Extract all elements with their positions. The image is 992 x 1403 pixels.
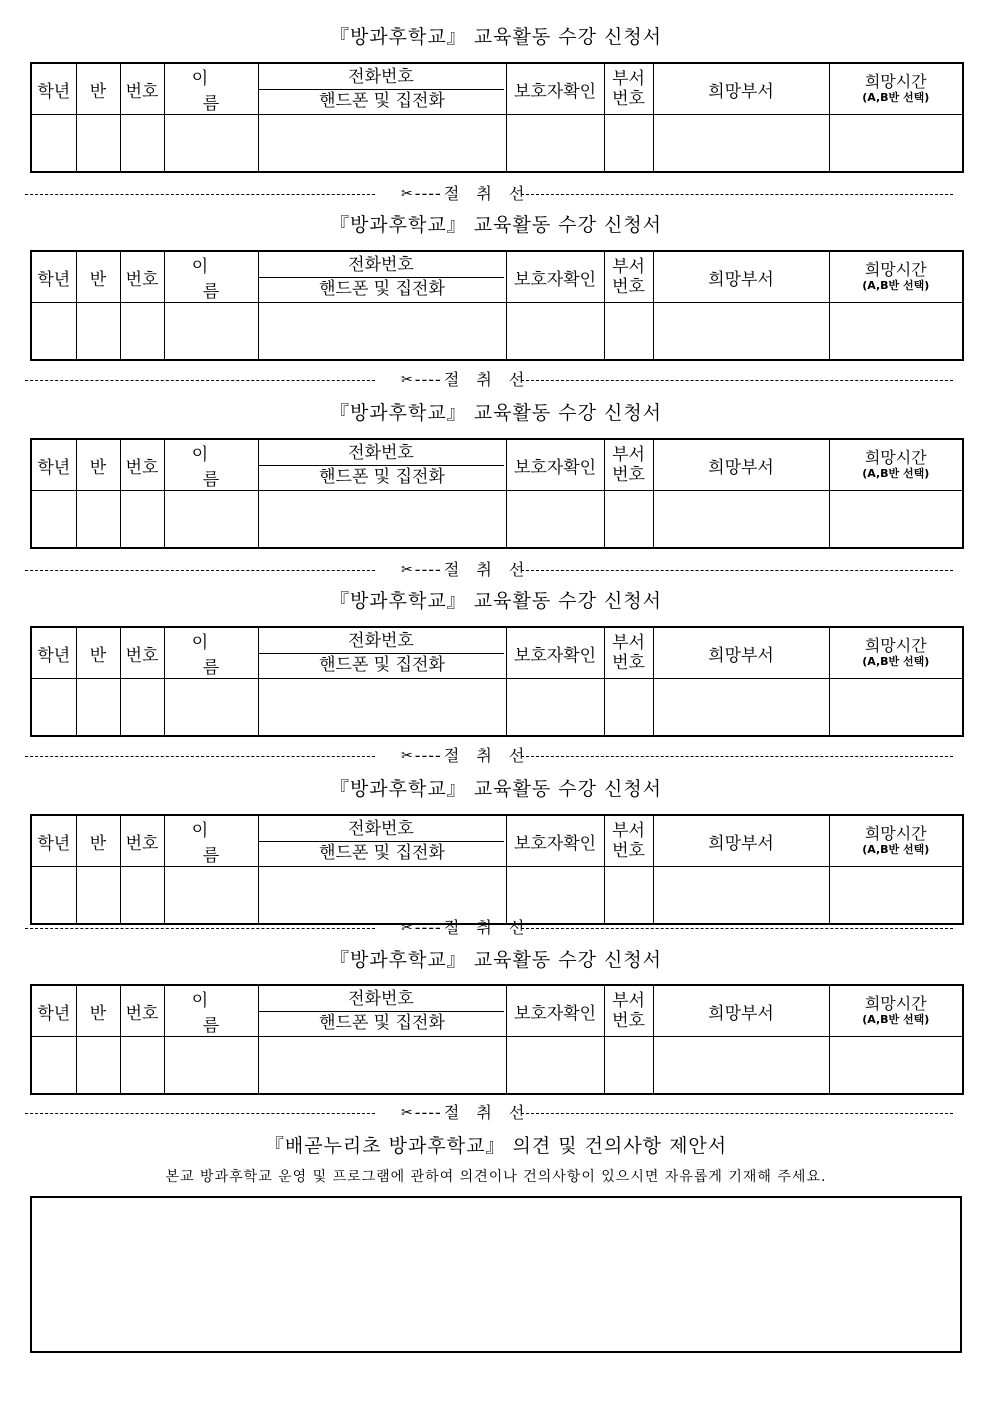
header-desired-dept: 희망부서 [653,63,829,115]
header-phone-sub-label: 핸드폰 및 집전화 [319,1012,445,1033]
header-phone-label: 전화번호 [259,988,504,1012]
header-dept-number-line1: 부서 [612,257,645,277]
header-desired-time-label: 희망시간 [864,260,927,279]
cut-line [25,370,957,390]
application-table [30,984,964,1095]
dept-number-field[interactable] [604,491,653,548]
desired-time-field[interactable] [829,115,963,172]
grade-field[interactable] [31,491,76,548]
desired-time-field[interactable] [829,491,963,548]
number-field[interactable] [120,867,164,924]
cut-line-dash-right [521,928,953,929]
name-field[interactable] [164,1037,258,1094]
header-name [164,627,258,679]
suggestion-input-box[interactable] [30,1196,962,1353]
name-field[interactable] [164,867,258,924]
header-desired-time [829,627,963,679]
cut-line-text: 절 취 선 [443,746,531,765]
header-desired-time-note: (A,B반 선택) [862,655,930,668]
header-name [164,63,258,115]
dept-number-field[interactable] [604,1037,653,1094]
header-number: 번호 [120,815,164,867]
header-desired-dept: 희망부서 [653,251,829,303]
header-guardian-check: 보호자확인 [506,815,604,867]
header-phone-label: 전화번호 [259,818,504,842]
header-desired-time [829,815,963,867]
number-field[interactable] [120,303,164,360]
header-desired-dept: 희망부서 [653,985,829,1037]
header-dept-number [604,627,653,679]
header-phone-sub-label: 핸드폰 및 집전화 [319,466,445,487]
scissors-icon: ✂ [401,1105,413,1121]
header-class: 반 [76,439,120,491]
cut-line [25,918,957,938]
name-field[interactable] [164,115,258,172]
header-phone-label: 전화번호 [259,442,504,466]
header-guardian-check: 보호자확인 [506,63,604,115]
scissors-icon: ✂ [401,562,413,578]
desired-time-field[interactable] [829,303,963,360]
guardian-check-field[interactable] [506,1037,604,1094]
header-desired-time-note: (A,B반 선택) [862,467,930,480]
cut-line-text: 절 취 선 [443,370,531,389]
class-field[interactable] [76,679,120,736]
number-field[interactable] [120,679,164,736]
header-phone [258,627,506,679]
suggestion-description: 본교 방과후학교 운영 및 프로그램에 관하여 의견이나 건의사항이 있으시면 자유롭게 기재해 주세요. [165,1169,827,1185]
desired-time-field[interactable] [829,867,963,924]
header-class: 반 [76,815,120,867]
desired-dept-field[interactable] [653,1037,829,1094]
dept-number-field[interactable] [604,303,653,360]
header-desired-time [829,251,963,303]
header-grade: 학년 [31,63,76,115]
cut-line-dash-left [25,756,375,757]
header-desired-dept: 희망부서 [653,627,829,679]
header-desired-time-label: 희망시간 [864,994,927,1013]
number-field[interactable] [120,1037,164,1094]
desired-dept-field[interactable] [653,867,829,924]
header-desired-time-label: 희망시간 [864,824,927,843]
header-dept-number [604,439,653,491]
cut-line-dashes: ---- [414,918,442,937]
class-field[interactable] [76,303,120,360]
cut-line-text: 절 취 선 [443,560,531,579]
header-phone [258,985,506,1037]
dept-number-field[interactable] [604,679,653,736]
guardian-check-field[interactable] [506,679,604,736]
header-desired-time-note: (A,B반 선택) [862,843,930,856]
header-grade: 학년 [31,985,76,1037]
form-title: 『방과후학교』 교육활동 수강 신청서 [329,590,663,612]
phone-field[interactable] [258,1037,506,1094]
header-phone-sub-label: 핸드폰 및 집전화 [319,654,445,675]
header-guardian-check: 보호자확인 [506,439,604,491]
cut-line-dash-left [25,194,375,195]
header-guardian-check: 보호자확인 [506,627,604,679]
header-dept-number-line2: 번호 [612,653,645,673]
header-desired-time-note: (A,B반 선택) [862,91,930,104]
header-guardian-check: 보호자확인 [506,985,604,1037]
class-field[interactable] [76,1037,120,1094]
header-desired-dept: 희망부서 [653,815,829,867]
header-name-label: 이 름 [191,69,242,114]
form-title: 『방과후학교』 교육활동 수강 신청서 [329,26,663,48]
phone-field[interactable] [258,679,506,736]
header-dept-number-line1: 부서 [612,821,645,841]
scissors-icon: ✂ [401,186,413,202]
header-name-label: 이 름 [191,257,242,302]
header-class: 반 [76,985,120,1037]
header-name [164,439,258,491]
header-dept-number-line1: 부서 [612,445,645,465]
number-field[interactable] [120,491,164,548]
cut-line-dash-left [25,928,375,929]
cut-line-dash-right [521,756,953,757]
scissors-icon: ✂ [401,372,413,388]
header-desired-time [829,439,963,491]
header-number: 번호 [120,439,164,491]
scissors-icon: ✂ [401,748,413,764]
cut-line-text: 절 취 선 [443,184,531,203]
header-dept-number-line2: 번호 [612,89,645,109]
application-table [30,814,964,925]
header-dept-number [604,815,653,867]
header-name-label: 이 름 [191,821,242,866]
application-table [30,250,964,361]
name-field[interactable] [164,679,258,736]
header-desired-time-note: (A,B반 선택) [862,279,930,292]
header-name-label: 이 름 [191,445,242,490]
cut-line [25,560,957,580]
header-desired-time [829,985,963,1037]
header-dept-number [604,251,653,303]
header-dept-number-line2: 번호 [612,277,645,297]
cut-line-dash-left [25,380,375,381]
cut-line-dashes: ---- [414,370,442,389]
header-desired-time-label: 희망시간 [864,72,927,91]
form-title: 『방과후학교』 교육활동 수강 신청서 [329,402,663,424]
scissors-icon: ✂ [401,920,413,936]
application-table [30,62,964,173]
guardian-check-field[interactable] [506,303,604,360]
header-desired-dept: 희망부서 [653,439,829,491]
header-name [164,815,258,867]
header-desired-time-label: 희망시간 [864,448,927,467]
phone-field[interactable] [258,491,506,548]
class-field[interactable] [76,115,120,172]
guardian-check-field[interactable] [506,115,604,172]
header-phone [258,815,506,867]
suggestion-title: 『배곧누리초 방과후학교』 의견 및 건의사항 제안서 [264,1135,728,1157]
desired-dept-field[interactable] [653,491,829,548]
header-phone-label: 전화번호 [259,630,504,654]
header-dept-number-line2: 번호 [612,1011,645,1031]
header-phone-label: 전화번호 [259,254,504,278]
desired-time-field[interactable] [829,1037,963,1094]
dept-number-field[interactable] [604,115,653,172]
cut-line-dashes: ---- [414,1103,442,1122]
header-phone-label: 전화번호 [259,66,504,90]
header-phone-sub-label: 핸드폰 및 집전화 [319,90,445,111]
header-grade: 학년 [31,627,76,679]
form-title: 『방과후학교』 교육활동 수강 신청서 [329,778,663,800]
header-phone [258,439,506,491]
header-desired-time-label: 희망시간 [864,636,927,655]
cut-line-dashes: ---- [414,560,442,579]
grade-field[interactable] [31,303,76,360]
header-name-label: 이 름 [191,991,242,1036]
header-dept-number-line1: 부서 [612,991,645,1011]
header-phone [258,63,506,115]
form-title: 『방과후학교』 교육활동 수강 신청서 [329,214,663,236]
header-number: 번호 [120,251,164,303]
grade-field[interactable] [31,1037,76,1094]
cut-line [25,184,957,204]
header-name [164,985,258,1037]
header-number: 번호 [120,985,164,1037]
header-dept-number-line1: 부서 [612,69,645,89]
header-phone [258,251,506,303]
header-class: 반 [76,251,120,303]
cut-line [25,746,957,766]
class-field[interactable] [76,491,120,548]
cut-line-text: 절 취 선 [443,918,531,937]
guardian-check-field[interactable] [506,491,604,548]
header-name [164,251,258,303]
desired-time-field[interactable] [829,679,963,736]
cut-line-dashes: ---- [414,746,442,765]
header-dept-number [604,63,653,115]
phone-field[interactable] [258,115,506,172]
phone-field[interactable] [258,867,506,924]
header-desired-time [829,63,963,115]
header-phone-sub-label: 핸드폰 및 집전화 [319,278,445,299]
name-field[interactable] [164,491,258,548]
cut-line-dash-right [521,1113,953,1114]
guardian-check-field[interactable] [506,867,604,924]
desired-dept-field[interactable] [653,115,829,172]
header-desired-time-note: (A,B반 선택) [862,1013,930,1026]
cut-line-dash-left [25,1113,375,1114]
desired-dept-field[interactable] [653,679,829,736]
cut-line-dash-right [521,570,953,571]
desired-dept-field[interactable] [653,303,829,360]
header-phone-sub-label: 핸드폰 및 집전화 [319,842,445,863]
header-number: 번호 [120,63,164,115]
cut-line [25,1103,957,1123]
cut-line-dash-left [25,570,375,571]
header-grade: 학년 [31,251,76,303]
header-dept-number-line2: 번호 [612,465,645,485]
grade-field[interactable] [31,867,76,924]
header-grade: 학년 [31,815,76,867]
phone-field[interactable] [258,303,506,360]
header-class: 반 [76,63,120,115]
name-field[interactable] [164,303,258,360]
grade-field[interactable] [31,679,76,736]
cut-line-text: 절 취 선 [443,1103,531,1122]
application-table [30,626,964,737]
cut-line-dash-right [521,380,953,381]
grade-field[interactable] [31,115,76,172]
application-table [30,438,964,549]
cut-line-dash-right [521,194,953,195]
class-field[interactable] [76,867,120,924]
header-name-label: 이 름 [191,633,242,678]
header-class: 반 [76,627,120,679]
header-grade: 학년 [31,439,76,491]
header-number: 번호 [120,627,164,679]
header-dept-number-line2: 번호 [612,841,645,861]
header-guardian-check: 보호자확인 [506,251,604,303]
header-dept-number-line1: 부서 [612,633,645,653]
number-field[interactable] [120,115,164,172]
header-dept-number [604,985,653,1037]
cut-line-dashes: ---- [414,184,442,203]
form-title: 『방과후학교』 교육활동 수강 신청서 [329,949,663,971]
dept-number-field[interactable] [604,867,653,924]
